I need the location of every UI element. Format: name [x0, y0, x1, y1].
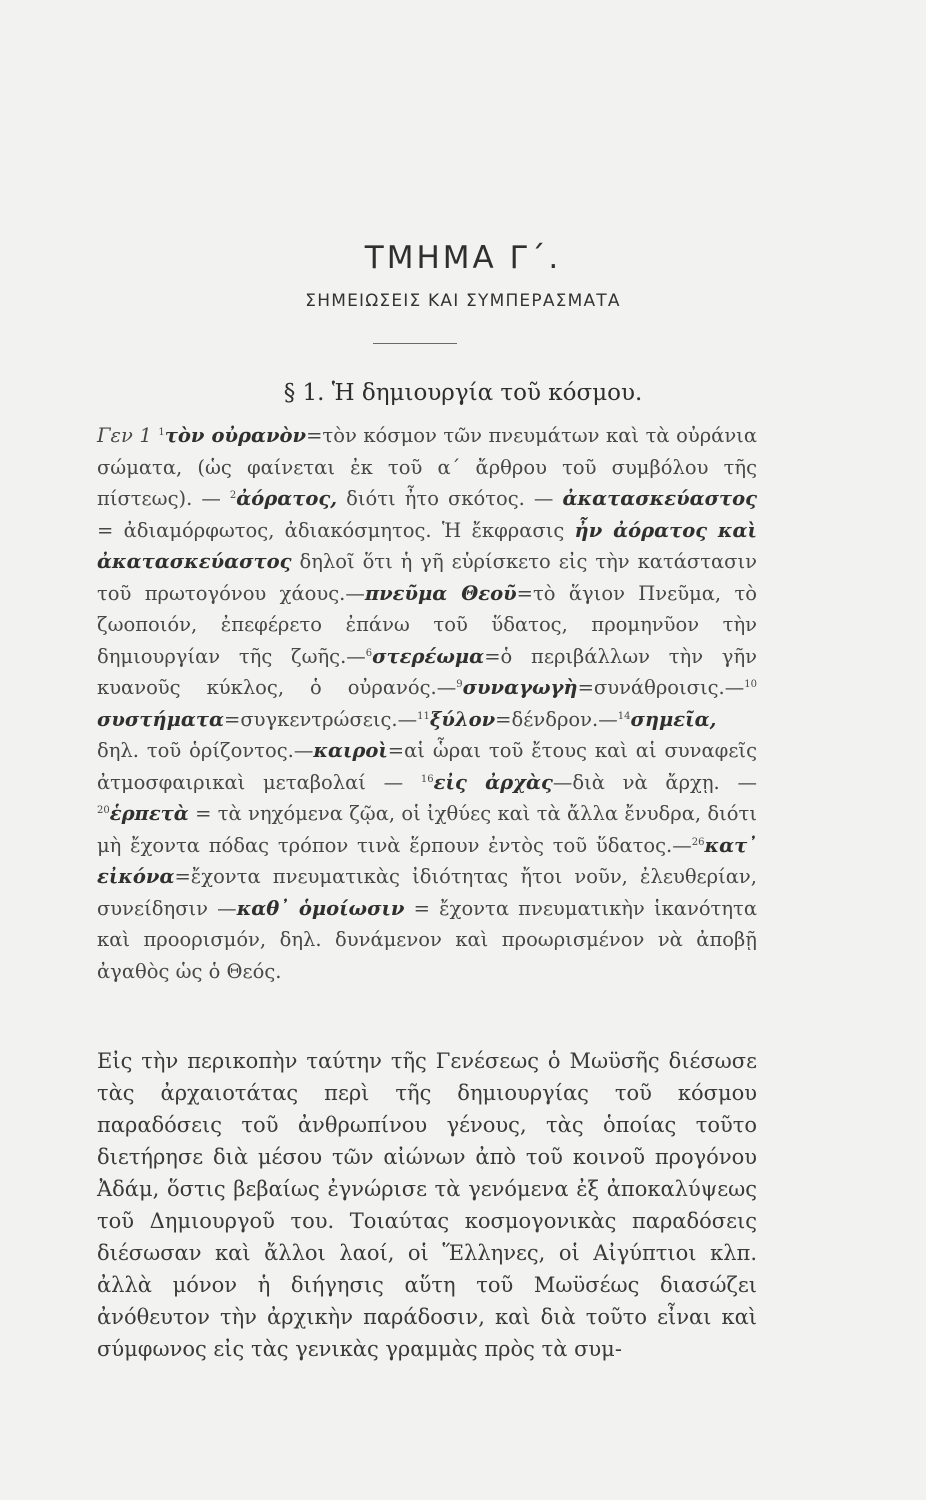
glossed-term: στερέωμα [372, 644, 485, 668]
verse-number: 1 [158, 427, 165, 438]
gloss-text: =ἔχοντα πνευματικὰς ἰδιότητας ἤτοι νοῦν, ἐλευθερίαν, συνείδησιν — [97, 865, 757, 920]
glossed-term: σημεῖα, [630, 707, 717, 731]
gloss-text: διότι ἦτο σκότος. — [337, 487, 563, 510]
glossed-term: καιροὶ [313, 739, 388, 762]
glossed-term: κατ᾽ εἰκόνα [97, 833, 757, 888]
verse-number: 20 [97, 805, 110, 816]
gloss-text: =συνάθροισις.— [577, 676, 745, 699]
gloss-text: = τὰ νηχόμενα ζῷα, οἱ ἰχθύες καὶ τὰ ἄλλα ἔνυδρα, διότι μὴ ἔχοντα πόδας τρόπον τινὰ ἕρπουν ἐντὸς τοῦ ὕδατος.— [97, 802, 757, 857]
glossed-term: τὸν οὐρανὸν [164, 424, 307, 447]
title-divider [373, 343, 457, 344]
paragraph-heading: § 1. Ἡ δημιουργία τοῦ κόσμου. [283, 380, 643, 406]
verse-number: 9 [456, 679, 463, 690]
glossed-term: ἑρπετὰ [109, 802, 189, 825]
glossed-term: ἦν ἀόρατος καὶ ἀκατασκεύαστος [97, 518, 757, 573]
verse-number: 14 [617, 710, 631, 722]
scripture-reference: Γεν 1 [97, 424, 159, 447]
verse-number: 16 [420, 773, 434, 785]
commentary-paragraph: Εἰς τὴν περικοπὴν ταύτην τῆς Γενέσεως ὁ Μωϋσῆς διέσωσε τὰς ἀρχαιοτάτας περὶ τῆς δημιουργίας τοῦ κόσμου παραδόσεις τοῦ ἀνθρωπίνου γένους, τὰς ὁποίας τοῦτο διετήρησε διὰ μέσου τῶν αἰώνων ἀπὸ τοῦ κοινοῦ προγόνου Ἀδάμ, ὅστις βεβαίως ἐγνώρισε τὰ γενόμενα ἐξ ἀποκαλύψεως τοῦ Δημιουργοῦ του. Τοιαύτας κοσμογονικὰς παραδόσεις διέσωσαν καὶ ἄλλοι λαοί, οἱ Ἕλληνες, οἱ Αἰγύπτιοι κλπ. ἀλλὰ μόνον ἡ διήγησις αὕτη τοῦ Μωϋσέως διασώζει ἀνόθευτον τὴν ἀρχικὴν παράδοσιν, καὶ διὰ τοῦτο εἶναι καὶ σύμφωνος εἰς τὰς γενικὰς γραμμὰς πρὸς τὰ συμ- [97, 1049, 757, 1361]
glossed-term: συστήματα [97, 707, 224, 731]
glossed-term: ξύλον [429, 707, 496, 731]
glossed-term: ἀόρατος, [236, 487, 338, 510]
verse-number: 6 [365, 647, 373, 659]
verse-number: 2 [229, 490, 237, 501]
gloss-text: =αἱ ὧραι τοῦ ἔτους καὶ αἱ συναφεῖς ἀτμοσφαιρικαὶ μεταβολαί — [97, 739, 758, 794]
gloss-text: δηλ. τοῦ ὁρίζοντος.— [97, 739, 314, 762]
glossed-term: πνεῦμα Θεοῦ [364, 581, 517, 605]
section-title: ΤΜΗΜΑ Γ΄. [364, 240, 562, 276]
gloss-text: δηλοῖ ὅτι ἡ γῆ εὑρίσκετο εἰς τὴν κατάστασιν τοῦ πρωτογόνου χάους.— [97, 550, 757, 605]
exegetical-notes [97, 420, 757, 987]
glossed-term: συναγωγὴ [462, 676, 578, 699]
gloss-text: =δένδρον.— [495, 707, 618, 731]
gloss-text: =ὁ περιβάλλων τὴν γῆν κυανοῦς κύκλος, ὁ οὐρανός.— [97, 644, 757, 699]
section-subtitle: ΣΗΜΕΙΩΣΕΙΣ ΚΑΙ ΣΥΜΠΕΡΑΣΜΑΤΑ [305, 291, 621, 311]
glossed-term: καθ᾽ ὁμοίωσιν [236, 896, 405, 920]
gloss-text: =συγκεντρώσεις.— [224, 707, 418, 731]
glossed-term: ἀκατασκεύαστος [562, 487, 757, 510]
gloss-text: —διὰ νὰ ἄρχῃ. — [552, 770, 757, 794]
gloss-text: =τὸν κόσμον τῶν πνευμάτων καὶ τὰ οὐράνια σώματα, (ὡς φαίνεται ἐκ τοῦ α΄ ἄρθρου τοῦ συμβόλου τῆς πίστεως). — [97, 424, 757, 510]
verse-number: 11 [417, 710, 430, 722]
gloss-text: =τὸ ἅγιον Πνεῦμα, τὸ ζωοποιόν, ἐπεφέρετο ἐπάνω τοῦ ὕδατος, προμηνῦον τὴν δημιουργίαν τῆς ζωῆς.— [97, 581, 758, 668]
gloss-text: = ἀδιαμόρφωτος, ἀδιακόσμητος. Ἡ ἔκφρασις [97, 518, 575, 542]
verse-number: 26 [691, 836, 705, 848]
gloss-text: = ἔχοντα πνευματικὴν ἱκανότητα καὶ προορισμόν, δηλ. δυνάμενον καὶ προωρισμένον νὰ ἀποβῇ ἀγαθὸς ὡς ὁ Θεός. [97, 896, 757, 983]
verse-number: 10 [744, 679, 757, 690]
glossed-term: εἰς ἀρχὰς [433, 770, 553, 794]
